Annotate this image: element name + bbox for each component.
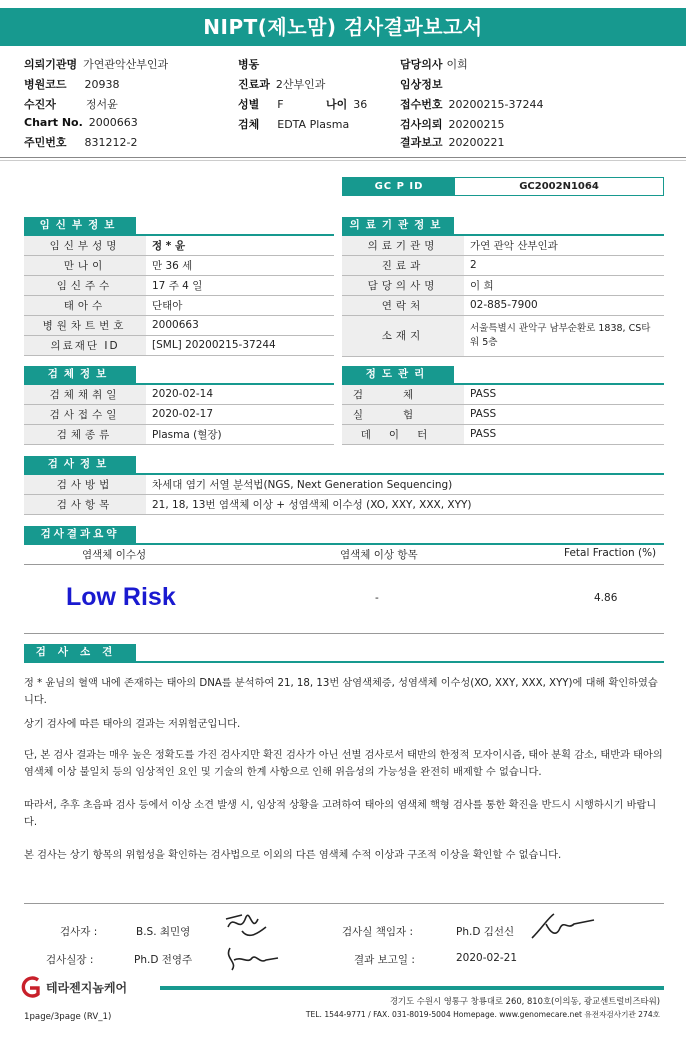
header-item: 성별 F [238,98,284,111]
table-row: 병원차트번호 2000663 [24,315,334,335]
divider [0,160,686,161]
summary-abnormal-value: - [375,592,379,604]
director-label: 검사실장 : [46,954,94,966]
pregnancy-table [24,234,334,356]
header-item: 병동 [238,58,260,71]
table-row: 태아수 단태아 [24,295,334,315]
header-item: 검사의뢰 20200215 [400,118,505,131]
tester-label: 검사자 : [60,926,98,938]
findings-paragraph: 상기 검사에 따른 태아의 결과는 저위험군입니다. [24,719,241,730]
table-row: 검체 PASS [342,384,664,404]
header-item: 진료과 2산부인과 [238,78,326,91]
table-row: 의료재단 ID [SML] 20200215-37244 [24,335,334,355]
header-item: 의뢰기관명 가연관악산부인과 [24,58,169,71]
report-date-label: 결과 보고일 : [354,954,415,966]
test-table [24,473,664,515]
result-low-risk: Low Risk [66,583,176,611]
divider [24,543,664,545]
divider [24,633,664,634]
chief-signature-icon [528,908,598,948]
director-signature-icon [222,940,282,974]
table-row: 데이터 PASS [342,424,664,444]
summary-col-abnormal: 염색체 이상 항목 [340,549,418,561]
table-row: 진료과 2 [342,255,664,275]
table-row: 만나이 만 36 세 [24,255,334,275]
header-item: 결과보고 20200221 [400,136,505,149]
findings-paragraph: 정 * 윤님의 혈액 내에 존재하는 태아의 DNA를 분석하여 21, 18, 13번 삼염색체증, 성염색체 이수성(XO, XXY, XXX, XYY)에 대해 확인하였습니다. [24,678,658,706]
header-item: Chart No. 2000663 [24,116,138,129]
table-row: 검사접수일 2020-02-17 [24,404,334,424]
divider [24,661,664,663]
qc-table [342,383,664,445]
header-item-age: 나이 36 [326,98,368,111]
table-row: 소재지 서울특별시 관악구 남부순환로 1838, CS타워 5층 [342,315,664,356]
table-row: 의료기관명 가연 관악 산부인과 [342,235,664,255]
summary-col-fetal-fraction: Fetal Fraction (%) [564,547,657,559]
tester-name: B.S. 최민영 [136,926,191,938]
footer-bar [160,986,664,990]
chief-name: Ph.D 김선신 [456,926,515,938]
table-row: 실험 PASS [342,404,664,424]
section-heading-pregnancy: 임신부정보 [24,217,136,234]
table-row: 임신주수 17 주 4 일 [24,275,334,295]
section-heading-findings: 검사소견 [24,644,136,661]
gcp-id-label: GC P ID [343,178,455,195]
company-logo-icon [16,976,46,998]
summary-col-aneuploidy: 염색체 이수성 [82,549,147,561]
chief-label: 검사실 책임자 : [342,926,414,938]
gcp-id-value: GC2002N1064 [519,181,599,192]
table-row: 검사방법 차세대 염기 서열 분석법(NGS, Next Generation Sequencing) [24,474,664,494]
section-heading-summary: 검사결과요약 [24,526,136,543]
header-item: 임상정보 [400,78,443,91]
divider [0,157,686,158]
table-row: 연락처 02-885-7900 [342,295,664,315]
header-item: 병원코드 20938 [24,78,120,91]
findings-paragraph: 본 검사는 상기 항목의 위험성을 확인하는 검사법으로 이외의 다른 염색체 수적 이상과 구조적 이상을 확인할 수 없습니다. [24,850,562,861]
footer-address: 경기도 수원시 영통구 창룡대로 260, 810호(이의동, 광교센트럴비즈타워) [389,996,660,1006]
section-heading-institution: 의료기관정보 [342,217,454,234]
table-row: 검사항목 21, 18, 13번 염색체 이상 + 성염색체 이수성 (XO, XXY, XXX, XYY) [24,494,664,514]
header-item: 검체 EDTA Plasma [238,118,350,131]
gcp-id-box [342,177,664,196]
divider [24,903,664,904]
table-row: 검체종류 Plasma (혈장) [24,424,334,444]
table-row: 검체채취일 2020-02-14 [24,384,334,404]
section-heading-test: 검사정보 [24,456,136,473]
divider [24,564,664,565]
summary-fetal-fraction-value: 4.86 [594,592,618,604]
footer-contact: TEL. 1544-9771 / FAX. 031-8019-5004 Homepage. www.genomecare.net 유전자검사기관 274호 [305,1010,660,1019]
findings-paragraph: 따라서, 추후 초음파 검사 등에서 이상 소견 발생 시, 임상적 상황을 고려하여 태아의 염색체 핵형 검사를 통한 확진을 반드시 시행하시기 바랍니다. [24,800,657,828]
table-row: 담당의사명 이 희 [342,275,664,295]
director-name: Ph.D 전영주 [134,954,193,966]
header-item: 담당의사 이희 [400,58,468,71]
section-heading-qc: 정도관리 [342,366,454,383]
page-number: 1page/3page (RV_1) [24,1012,112,1022]
institution-table [342,234,664,357]
report-title: NIPT(제노맘) 검사결과보고서 [0,8,686,46]
header-item: 접수번호 20200215-37244 [400,98,544,111]
table-row: 임신부성명 정 * 윤 [24,235,334,255]
section-heading-specimen: 검체정보 [24,366,136,383]
findings-paragraph: 단, 본 검사 결과는 매우 높은 정확도를 가진 검사지만 확진 검사가 아닌 선별 검사로서 태반의 한정적 모자이시즘, 태아 분획 감소, 태반과 태아의 염색체 이상 불일치 등의 임상적인 요인 및 기술의 한계 사항으로 인해 위음성의 가능성을 완전히 배제할 수 없습니다. [24,750,663,778]
header-item: 주민번호 831212-2 [24,136,138,149]
tester-signature-icon [222,905,272,945]
specimen-table [24,383,334,445]
company-name: 테라젠지놈케어 [46,981,128,995]
header-item: 수진자 정서윤 [24,98,118,111]
report-date: 2020-02-21 [456,952,518,964]
